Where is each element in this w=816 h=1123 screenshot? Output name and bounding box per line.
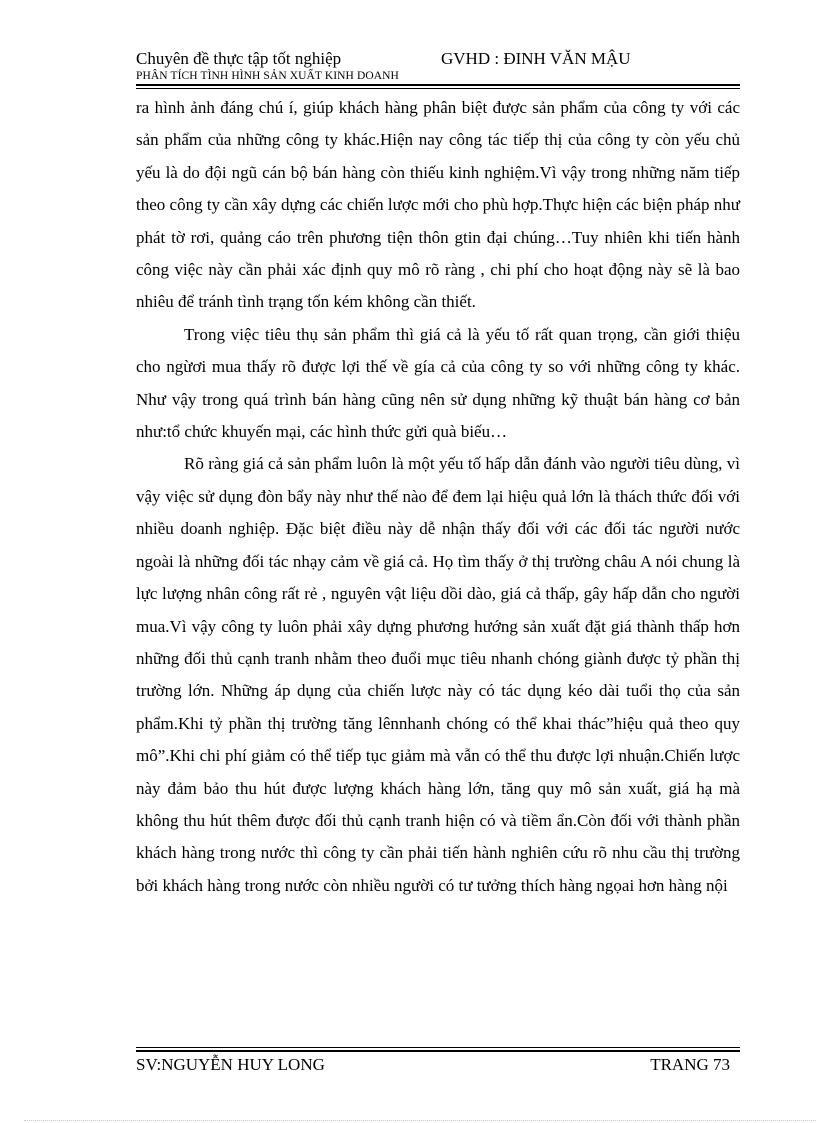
header-divider	[136, 84, 740, 86]
footer-divider-thin	[136, 1047, 740, 1048]
page-edge	[24, 1120, 816, 1121]
paragraph: ra hình ảnh đáng chú í, giúp khách hàng phân biệt được sản phẩm của công ty với các sản phẩm của những công ty khác.Hiện nay công tác tiếp thị của công ty còn yếu chủ yếu là do đội ngũ cán bộ bán hàng còn thiếu kinh nghiệm.Vì vậy trong những năm tiếp theo công ty cần xây dựng các chiến lược mới cho phù hợp.Thực hiện các biện pháp như phát tờ rơi, quảng cáo trên phương tiện thôn gtin đại chúng…Tuy nhiên khi tiến hành công việc này cần phải xác định quy mô rõ ràng , chi phí cho hoạt động này sẽ là bao nhiêu để tránh tình trạng tốn kém không cần thiết.	[136, 98, 740, 312]
page-number: TRANG 73	[650, 1055, 730, 1074]
document-subtitle: PHÂN TÍCH TÌNH HÌNH SẢN XUẤT KINH DOANH	[136, 70, 399, 82]
document-title: Chuyên đề thực tập tốt nghiệp	[136, 49, 342, 68]
body-text	[136, 92, 740, 902]
footer-divider	[136, 1050, 740, 1052]
header-divider-thin	[136, 88, 740, 89]
page-footer	[136, 1053, 740, 1077]
page-header	[136, 48, 740, 83]
paragraph: Rõ ràng giá cả sản phẩm luôn là một yếu tố hấp dẫn đánh vào người tiêu dùng, vì vậy việc sử dụng đòn bẩy này như thế nào để đem lại hiệu quả lớn là thách thức đối với nhiều doanh nghiệp. Đặc biệt điều này dễ nhận thấy đối với các đối tác người nước ngoài là những đối tác nhạy cảm về giá cả. Họ tìm thấy ở thị trường châu A nói chung là lực lượng nhân công rất rẻ , nguyên vật liệu dồi dào, giá cả thấp, gây hấp dẫn cho người mua.Vì vậy công ty luôn phải xây dựng phương hướng sản xuất đặt giá thành thấp hơn những đối thủ cạnh tranh nhằm theo đuổi mục tiêu nhanh chóng giành được tỷ phần thị trường lớn. Những áp dụng của chiến lược này có tác dụng kéo dài tuổi thọ của sản phẩm.Khi tỷ phần thị trường tăng lênnhanh chóng có thể khai thác”hiệu quả theo quy mô”.Khi chi phí giảm có thể tiếp tục giảm mà vẫn có thể thu được lợi nhuận.Chiến lược này đảm bảo thu hút được lượng khách hàng lớn, tăng quy mô sản xuất, giá hạ mà không thu hút thêm được đối thủ cạnh tranh hiện có và tiềm ẩn.Còn đối với thành phần khách hàng trong nước thì công ty cần phải tiến hành nghiên cứu rõ nhu cầu thị trường bởi khách hàng trong nước còn nhiều người có tư tưởng thích hàng ngọai hơn hàng nội	[136, 454, 740, 895]
supervisor-label: GVHD : ĐINH VĂN MẬU	[441, 49, 631, 68]
paragraph: Trong việc tiêu thụ sản phẩm thì giá cả là yếu tố rất quan trọng, cần giới thiệu cho ngừơi mua thấy rõ được lợi thế về gía cả của công ty so với những công ty khác. Như vậy trong quá trình bán hàng cũng nên sử dụng những kỹ thuật bán hàng cơ bản như:tổ chức khuyến mại, các hình thức gửi quà biếu…	[136, 324, 740, 442]
student-name: SV:NGUYỄN HUY LONG	[136, 1055, 325, 1074]
